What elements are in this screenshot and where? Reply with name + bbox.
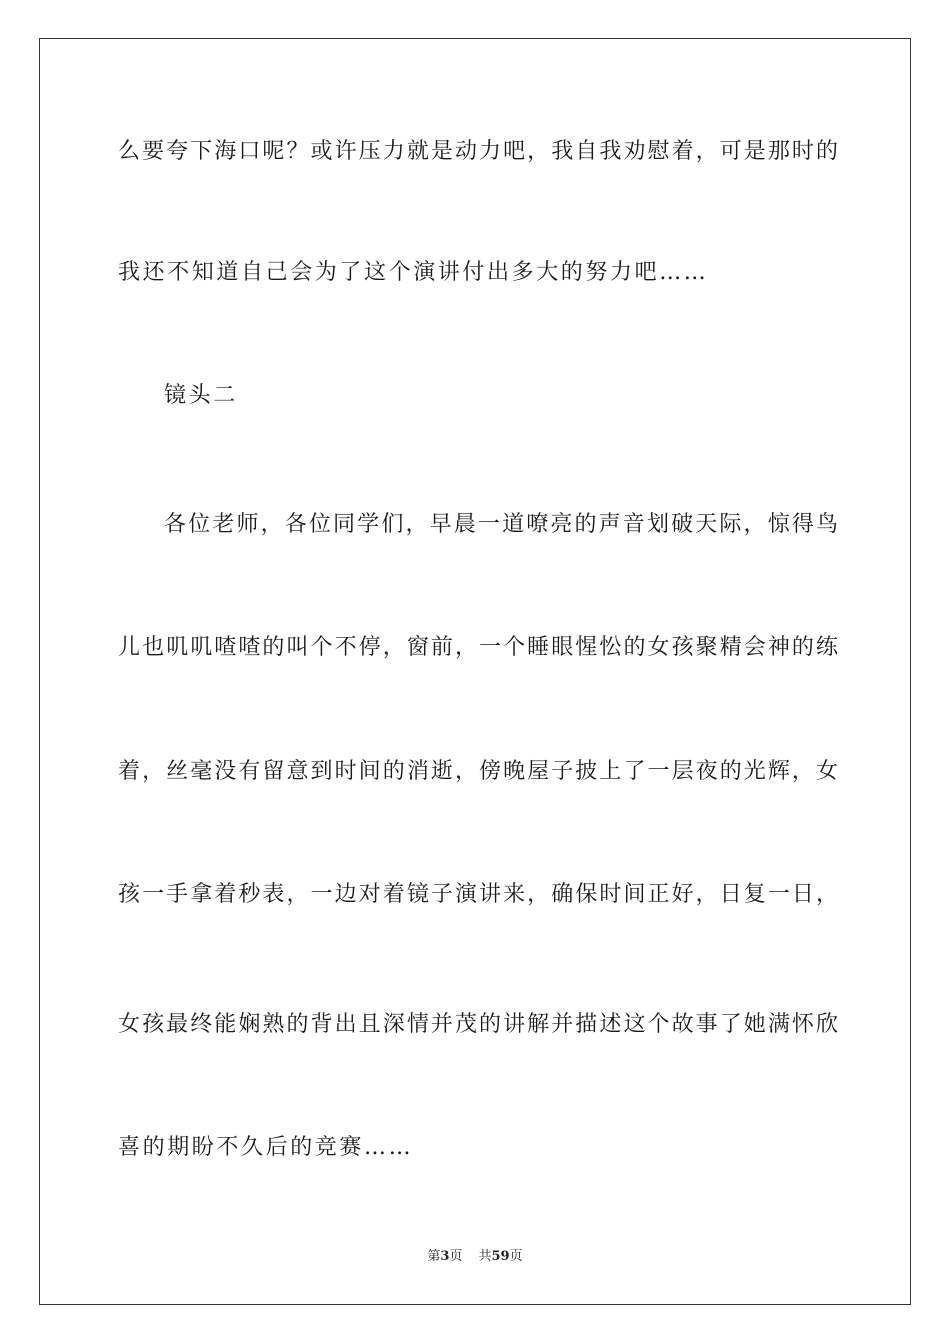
page-suffix: 页 (449, 1249, 463, 1264)
page-number: 3 (440, 1249, 450, 1264)
body-text-line: 儿也叽叽喳喳的叫个不停，窗前，一个睡眼惺忪的女孩聚精会神的练 (118, 635, 838, 660)
total-pages: 59 (491, 1249, 510, 1264)
page-prefix: 第 (427, 1249, 441, 1264)
section-heading: 镜头二 (164, 383, 238, 408)
total-suffix: 页 (509, 1249, 523, 1264)
body-text-line: 我还不知道自己会为了这个演讲付出多大的努力吧…… (118, 260, 709, 285)
body-text-line: 各位老师，各位同学们，早晨一道嘹亮的声音划破天际，惊得鸟 (164, 512, 838, 537)
page-footer (0, 1248, 950, 1266)
page-border (39, 38, 911, 1305)
total-prefix: 共 (478, 1249, 492, 1264)
body-text-line: 孩一手拿着秒表，一边对着镜子演讲来，确保时间正好，日复一日， (118, 882, 838, 907)
body-text-line: 么要夸下海口呢？或许压力就是动力吧，我自我劝慰着，可是那时的 (118, 139, 838, 164)
body-text-line: 着，丝毫没有留意到时间的消逝，傍晚屋子披上了一层夜的光辉，女 (118, 759, 838, 784)
body-text-line: 喜的期盼不久后的竞赛…… (118, 1135, 414, 1160)
body-text-line: 女孩最终能娴熟的背出且深情并茂的讲解并描述这个故事了她满怀欣 (118, 1012, 838, 1037)
